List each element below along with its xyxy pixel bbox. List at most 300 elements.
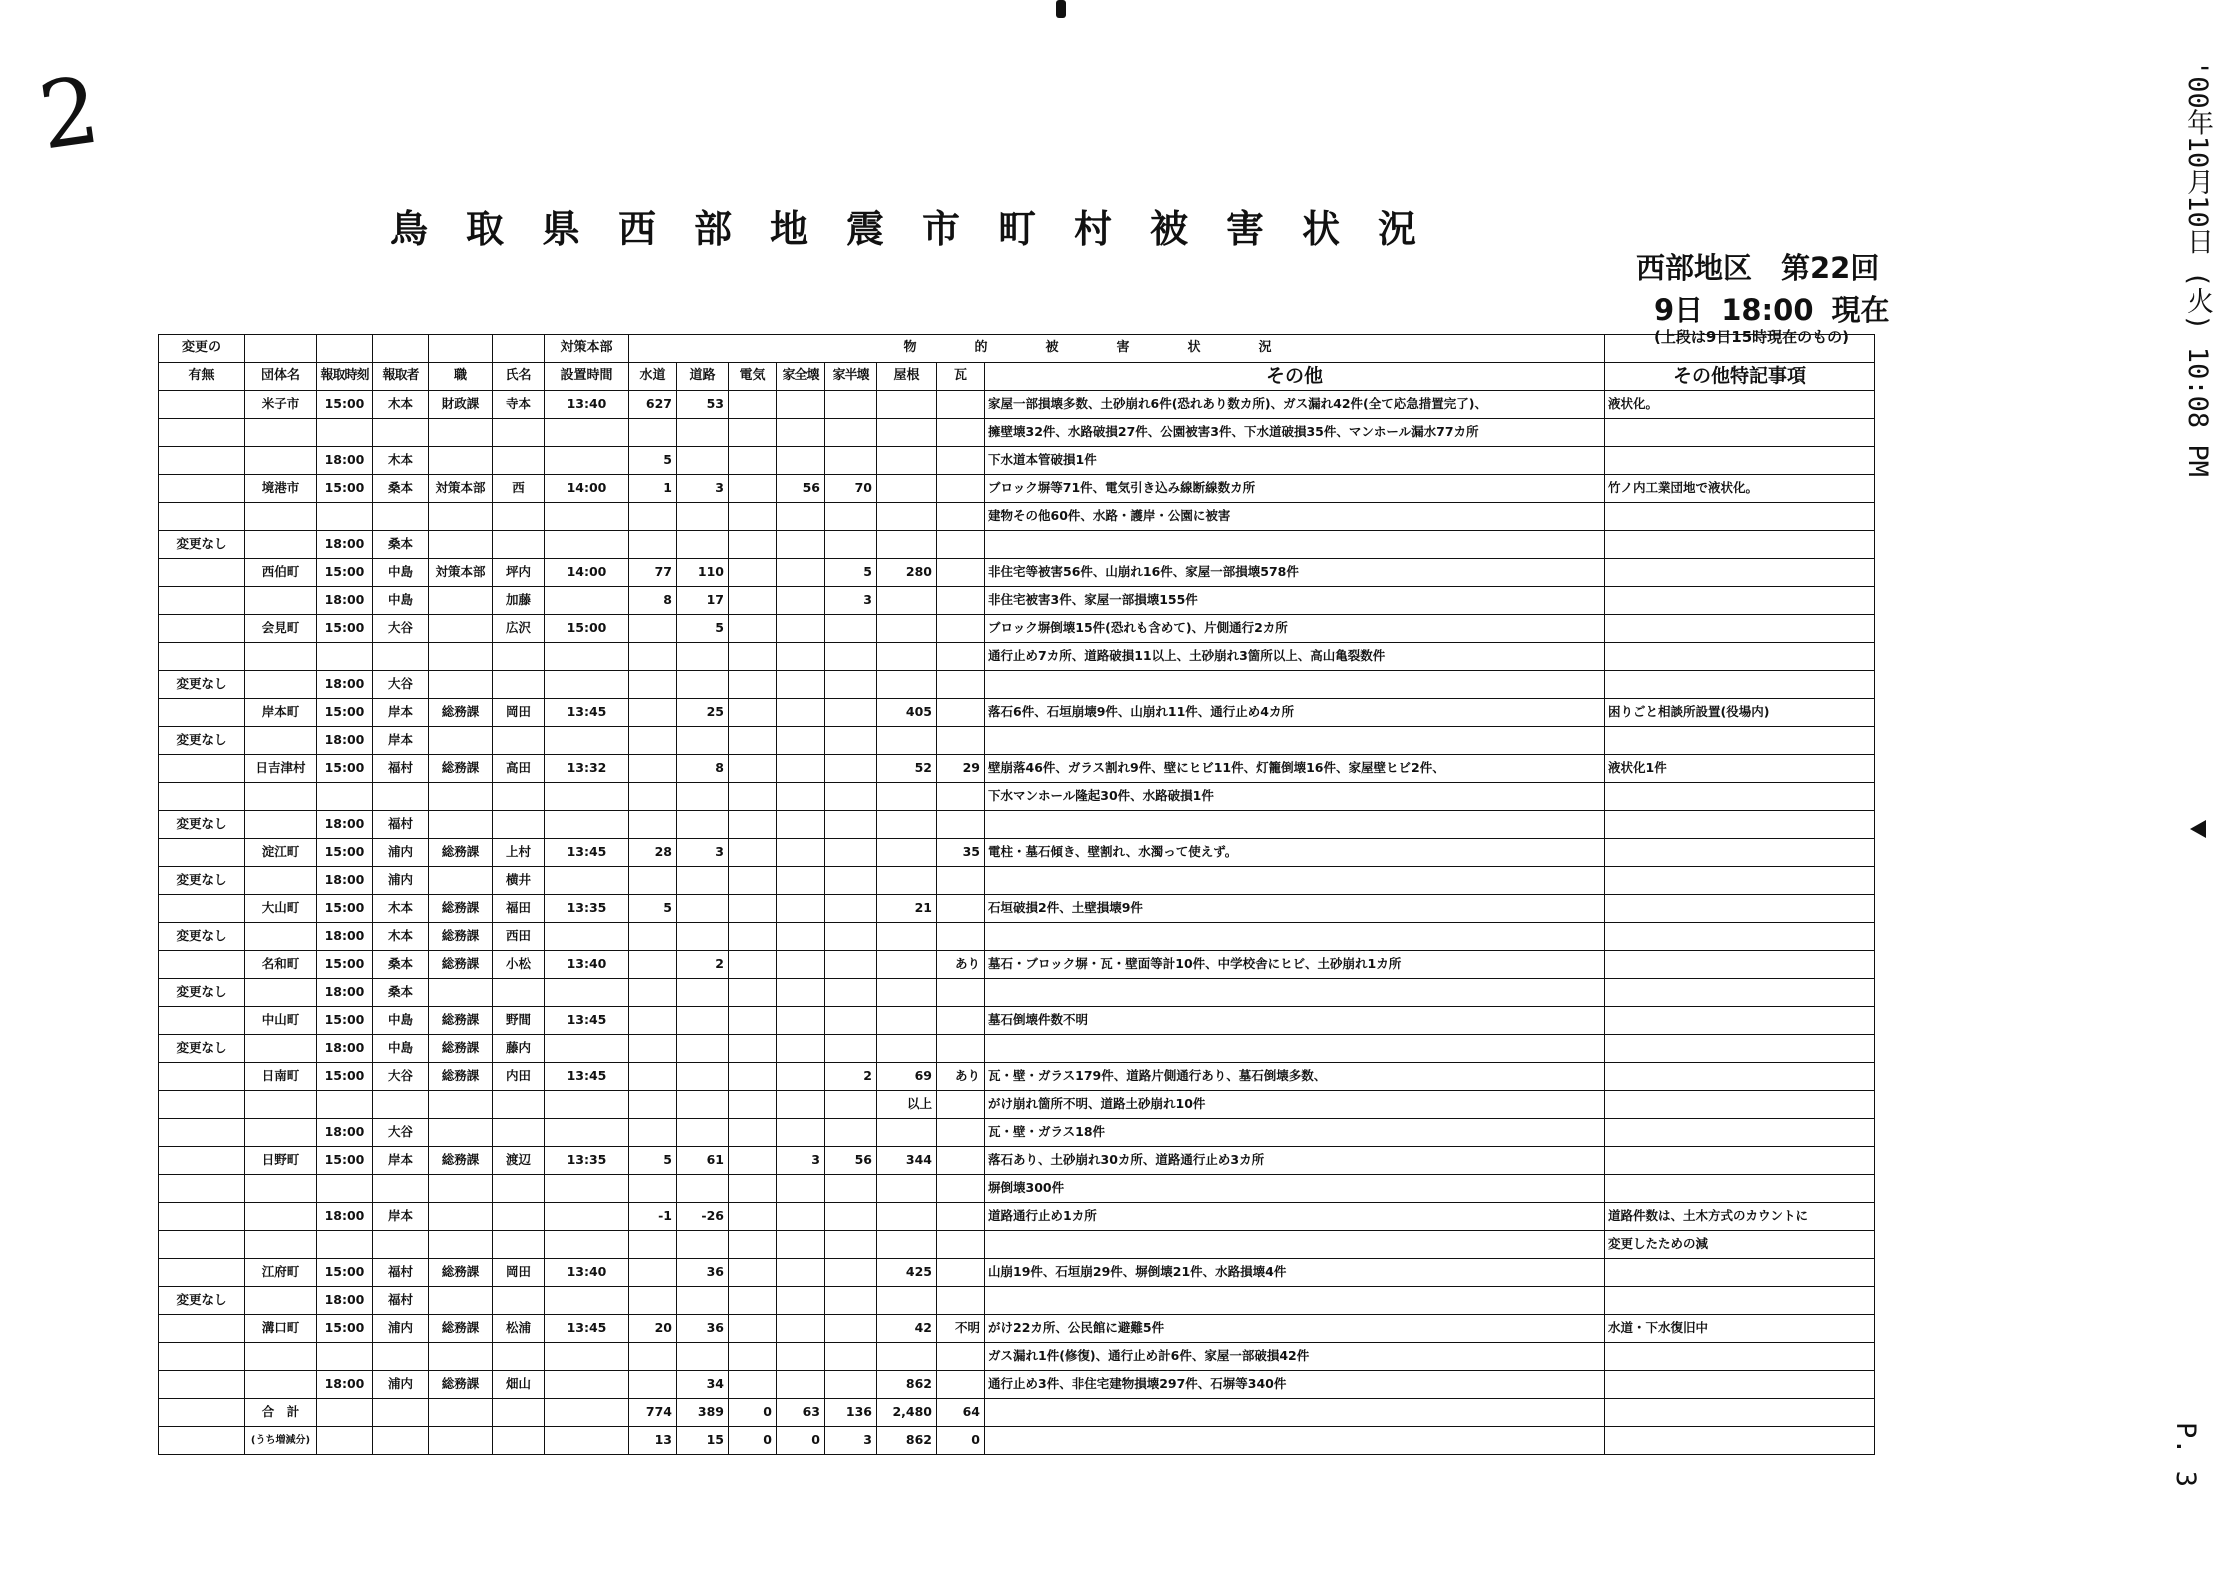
taker-cell bbox=[373, 1343, 429, 1371]
name-cell: 高田 bbox=[493, 755, 545, 783]
hq-time-cell bbox=[545, 419, 629, 447]
time-cell: 15:00 bbox=[317, 475, 373, 503]
change-cell: 変更なし bbox=[159, 811, 245, 839]
dept-cell: 総務課 bbox=[429, 1259, 493, 1287]
total-water: 774 bbox=[629, 1399, 677, 1427]
half-collapse-cell bbox=[825, 979, 877, 1007]
hq-time-cell bbox=[545, 1287, 629, 1315]
special-notes-cell bbox=[1605, 979, 1875, 1007]
org-cell bbox=[245, 1035, 317, 1063]
taker-cell: 木本 bbox=[373, 447, 429, 475]
roof-cell: 42 bbox=[877, 1315, 937, 1343]
special-notes-cell bbox=[1605, 1287, 1875, 1315]
roof-cell bbox=[877, 867, 937, 895]
electric-cell bbox=[729, 1175, 777, 1203]
name-cell bbox=[493, 811, 545, 839]
other-damage-cell: ブロック塀等71件、電気引き込み線断線数カ所 bbox=[985, 475, 1605, 503]
hq-time-cell: 13:45 bbox=[545, 1007, 629, 1035]
taker-cell: 中島 bbox=[373, 559, 429, 587]
road-cell bbox=[677, 1343, 729, 1371]
electric-cell bbox=[729, 1371, 777, 1399]
road-cell: 25 bbox=[677, 699, 729, 727]
electric-cell bbox=[729, 1315, 777, 1343]
special-notes-cell bbox=[1605, 839, 1875, 867]
time-cell: 15:00 bbox=[317, 1315, 373, 1343]
table-row bbox=[159, 895, 1875, 923]
org-cell bbox=[245, 1371, 317, 1399]
org-cell bbox=[245, 1119, 317, 1147]
dept-cell bbox=[429, 1203, 493, 1231]
name-cell: 内田 bbox=[493, 1063, 545, 1091]
table-row bbox=[159, 867, 1875, 895]
water-cell bbox=[629, 1231, 677, 1259]
other-damage-cell: 瓦・壁・ガラス18件 bbox=[985, 1119, 1605, 1147]
road-cell bbox=[677, 895, 729, 923]
name-cell: 横井 bbox=[493, 867, 545, 895]
taker-cell: 福村 bbox=[373, 755, 429, 783]
full-collapse-cell: 3 bbox=[777, 1147, 825, 1175]
hq-time-cell: 13:32 bbox=[545, 755, 629, 783]
water-cell: 5 bbox=[629, 1147, 677, 1175]
change-cell bbox=[159, 559, 245, 587]
half-collapse-cell bbox=[825, 699, 877, 727]
org-cell: 日野町 bbox=[245, 1147, 317, 1175]
water-cell bbox=[629, 1035, 677, 1063]
half-collapse-cell bbox=[825, 839, 877, 867]
hq-time-cell: 13:40 bbox=[545, 391, 629, 419]
electric-cell bbox=[729, 1119, 777, 1147]
roof-cell bbox=[877, 1007, 937, 1035]
road-cell: 5 bbox=[677, 615, 729, 643]
other-damage-cell: 道路通行止め1カ所 bbox=[985, 1203, 1605, 1231]
hq-time-cell bbox=[545, 531, 629, 559]
full-collapse-cell bbox=[777, 671, 825, 699]
half-collapse-cell bbox=[825, 419, 877, 447]
half-collapse-cell bbox=[825, 1371, 877, 1399]
roof-cell bbox=[877, 1175, 937, 1203]
half-collapse-cell bbox=[825, 867, 877, 895]
half-collapse-cell: 70 bbox=[825, 475, 877, 503]
roof-cell bbox=[877, 951, 937, 979]
table-row bbox=[159, 615, 1875, 643]
full-collapse-cell bbox=[777, 1343, 825, 1371]
name-cell: 坪内 bbox=[493, 559, 545, 587]
half-collapse-cell bbox=[825, 1343, 877, 1371]
hq-time-cell: 13:45 bbox=[545, 699, 629, 727]
table-row bbox=[159, 1091, 1875, 1119]
org-cell: 日南町 bbox=[245, 1063, 317, 1091]
half-collapse-cell bbox=[825, 755, 877, 783]
half-collapse-cell bbox=[825, 391, 877, 419]
name-cell bbox=[493, 1231, 545, 1259]
dept-cell bbox=[429, 447, 493, 475]
change-cell bbox=[159, 1371, 245, 1399]
name-cell bbox=[493, 783, 545, 811]
table-row bbox=[159, 1315, 1875, 1343]
full-collapse-cell bbox=[777, 699, 825, 727]
dept-cell bbox=[429, 783, 493, 811]
name-cell bbox=[493, 1203, 545, 1231]
table-row bbox=[159, 1147, 1875, 1175]
change-cell bbox=[159, 755, 245, 783]
water-cell: 8 bbox=[629, 587, 677, 615]
full-collapse-cell bbox=[777, 895, 825, 923]
name-cell: 野間 bbox=[493, 1007, 545, 1035]
other-damage-cell: 落石6件、石垣崩壊9件、山崩れ11件、通行止め4カ所 bbox=[985, 699, 1605, 727]
tile-cell: 35 bbox=[937, 839, 985, 867]
time-cell: 15:00 bbox=[317, 699, 373, 727]
name-cell bbox=[493, 1119, 545, 1147]
taker-cell: 大谷 bbox=[373, 671, 429, 699]
dept-cell: 総務課 bbox=[429, 839, 493, 867]
tile-cell: あり bbox=[937, 951, 985, 979]
electric-cell bbox=[729, 1063, 777, 1091]
electric-cell bbox=[729, 1147, 777, 1175]
name-cell bbox=[493, 447, 545, 475]
full-collapse-cell bbox=[777, 419, 825, 447]
tile-cell bbox=[937, 1259, 985, 1287]
electric-cell bbox=[729, 811, 777, 839]
name-cell bbox=[493, 671, 545, 699]
hq-time-cell bbox=[545, 783, 629, 811]
table-row bbox=[159, 503, 1875, 531]
name-cell: 小松 bbox=[493, 951, 545, 979]
electric-cell bbox=[729, 643, 777, 671]
change-cell bbox=[159, 1231, 245, 1259]
name-cell: 寺本 bbox=[493, 391, 545, 419]
hq-time-cell bbox=[545, 727, 629, 755]
time-cell: 18:00 bbox=[317, 979, 373, 1007]
header-time: 報取時刻 bbox=[317, 363, 373, 391]
special-notes-cell bbox=[1605, 587, 1875, 615]
dept-cell bbox=[429, 503, 493, 531]
as-of-datetime bbox=[1654, 288, 1908, 329]
table-row bbox=[159, 1371, 1875, 1399]
org-cell bbox=[245, 727, 317, 755]
total-roof: 2,480 bbox=[877, 1399, 937, 1427]
road-cell bbox=[677, 503, 729, 531]
taker-cell: 桑本 bbox=[373, 951, 429, 979]
hq-time-cell: 13:45 bbox=[545, 1315, 629, 1343]
half-collapse-cell bbox=[825, 1119, 877, 1147]
table-row bbox=[159, 923, 1875, 951]
change-cell bbox=[159, 783, 245, 811]
roof-cell bbox=[877, 1343, 937, 1371]
taker-cell: 大谷 bbox=[373, 1119, 429, 1147]
change-cell bbox=[159, 1259, 245, 1287]
change-cell: 変更なし bbox=[159, 923, 245, 951]
org-cell bbox=[245, 1287, 317, 1315]
table-row bbox=[159, 587, 1875, 615]
tile-cell bbox=[937, 531, 985, 559]
water-cell bbox=[629, 643, 677, 671]
hq-time-cell bbox=[545, 811, 629, 839]
dept-cell: 総務課 bbox=[429, 895, 493, 923]
taker-cell: 中島 bbox=[373, 587, 429, 615]
roof-cell bbox=[877, 419, 937, 447]
name-cell: 加藤 bbox=[493, 587, 545, 615]
other-damage-cell: 通行止め3件、非住宅建物損壊297件、石塀等340件 bbox=[985, 1371, 1605, 1399]
full-collapse-cell bbox=[777, 755, 825, 783]
dept-cell: 対策本部 bbox=[429, 475, 493, 503]
half-collapse-cell bbox=[825, 1315, 877, 1343]
table-row bbox=[159, 755, 1875, 783]
delta-half: 3 bbox=[825, 1427, 877, 1455]
dept-cell: 総務課 bbox=[429, 1035, 493, 1063]
total-full: 63 bbox=[777, 1399, 825, 1427]
water-cell bbox=[629, 699, 677, 727]
taker-cell bbox=[373, 503, 429, 531]
electric-cell bbox=[729, 475, 777, 503]
electric-cell bbox=[729, 615, 777, 643]
org-cell: 日吉津村 bbox=[245, 755, 317, 783]
electric-cell bbox=[729, 419, 777, 447]
name-cell: 岡田 bbox=[493, 1259, 545, 1287]
dept-cell bbox=[429, 671, 493, 699]
dept-cell: 総務課 bbox=[429, 923, 493, 951]
change-cell: 変更なし bbox=[159, 727, 245, 755]
road-cell: 3 bbox=[677, 839, 729, 867]
org-cell: 米子市 bbox=[245, 391, 317, 419]
full-collapse-cell bbox=[777, 839, 825, 867]
half-collapse-cell bbox=[825, 671, 877, 699]
road-cell: -26 bbox=[677, 1203, 729, 1231]
water-cell: 5 bbox=[629, 895, 677, 923]
other-damage-cell bbox=[985, 923, 1605, 951]
header-change-a: 変更の bbox=[159, 335, 245, 363]
full-collapse-cell bbox=[777, 727, 825, 755]
road-cell bbox=[677, 979, 729, 1007]
header-full: 家全壊 bbox=[777, 363, 825, 391]
special-notes-cell bbox=[1605, 1175, 1875, 1203]
roof-cell bbox=[877, 447, 937, 475]
tile-cell bbox=[937, 1007, 985, 1035]
electric-cell bbox=[729, 447, 777, 475]
half-collapse-cell: 56 bbox=[825, 1147, 877, 1175]
time-cell: 15:00 bbox=[317, 755, 373, 783]
org-cell: 淀江町 bbox=[245, 839, 317, 867]
roof-cell bbox=[877, 671, 937, 699]
change-cell bbox=[159, 1147, 245, 1175]
roof-cell bbox=[877, 391, 937, 419]
hq-time-cell bbox=[545, 1203, 629, 1231]
table-row bbox=[159, 811, 1875, 839]
taker-cell: 浦内 bbox=[373, 839, 429, 867]
other-damage-cell bbox=[985, 811, 1605, 839]
org-cell: 西伯町 bbox=[245, 559, 317, 587]
table-row bbox=[159, 419, 1875, 447]
change-cell bbox=[159, 1203, 245, 1231]
change-cell bbox=[159, 391, 245, 419]
water-cell bbox=[629, 923, 677, 951]
change-cell bbox=[159, 1007, 245, 1035]
dept-cell: 対策本部 bbox=[429, 559, 493, 587]
other-damage-cell: 建物その他60件、水路・護岸・公園に被害 bbox=[985, 503, 1605, 531]
water-cell bbox=[629, 503, 677, 531]
table-row bbox=[159, 1259, 1875, 1287]
table-row bbox=[159, 1203, 1875, 1231]
tile-cell bbox=[937, 979, 985, 1007]
tile-cell: あり bbox=[937, 1063, 985, 1091]
other-damage-cell bbox=[985, 671, 1605, 699]
road-cell: 17 bbox=[677, 587, 729, 615]
tile-cell bbox=[937, 419, 985, 447]
name-cell bbox=[493, 979, 545, 1007]
water-cell bbox=[629, 1119, 677, 1147]
org-cell bbox=[245, 979, 317, 1007]
full-collapse-cell bbox=[777, 1259, 825, 1287]
tile-cell bbox=[937, 1175, 985, 1203]
taker-cell: 木本 bbox=[373, 923, 429, 951]
hq-time-cell: 14:00 bbox=[545, 559, 629, 587]
other-damage-cell: 塀倒壊300件 bbox=[985, 1175, 1605, 1203]
org-cell bbox=[245, 1343, 317, 1371]
org-cell bbox=[245, 503, 317, 531]
hq-time-cell bbox=[545, 643, 629, 671]
roof-cell bbox=[877, 839, 937, 867]
special-notes-cell bbox=[1605, 811, 1875, 839]
table-row bbox=[159, 727, 1875, 755]
name-cell: 松浦 bbox=[493, 1315, 545, 1343]
name-cell bbox=[493, 503, 545, 531]
dept-cell: 総務課 bbox=[429, 1007, 493, 1035]
electric-cell bbox=[729, 839, 777, 867]
roof-cell bbox=[877, 783, 937, 811]
header-electric: 電気 bbox=[729, 363, 777, 391]
electric-cell bbox=[729, 951, 777, 979]
change-cell bbox=[159, 447, 245, 475]
electric-cell bbox=[729, 1091, 777, 1119]
roof-cell: 21 bbox=[877, 895, 937, 923]
tile-cell bbox=[937, 1231, 985, 1259]
dept-cell: 財政課 bbox=[429, 391, 493, 419]
tile-cell bbox=[937, 503, 985, 531]
table-row bbox=[159, 1231, 1875, 1259]
electric-cell bbox=[729, 895, 777, 923]
change-cell bbox=[159, 643, 245, 671]
time-cell bbox=[317, 1343, 373, 1371]
upper-row-note: (上段は9日15時現在のもの) bbox=[1654, 328, 1850, 346]
half-collapse-cell bbox=[825, 1175, 877, 1203]
water-cell bbox=[629, 783, 677, 811]
water-cell bbox=[629, 1091, 677, 1119]
taker-cell: 福村 bbox=[373, 811, 429, 839]
table-row bbox=[159, 783, 1875, 811]
name-cell bbox=[493, 531, 545, 559]
hq-time-cell: 13:45 bbox=[545, 839, 629, 867]
hq-time-cell: 13:45 bbox=[545, 1063, 629, 1091]
time-cell bbox=[317, 783, 373, 811]
electric-cell bbox=[729, 531, 777, 559]
special-notes-cell bbox=[1605, 1259, 1875, 1287]
roof-cell: 52 bbox=[877, 755, 937, 783]
dept-cell: 総務課 bbox=[429, 1063, 493, 1091]
taker-cell: 桑本 bbox=[373, 979, 429, 1007]
dept-cell: 総務課 bbox=[429, 1315, 493, 1343]
time-cell bbox=[317, 503, 373, 531]
org-cell bbox=[245, 587, 317, 615]
time-cell bbox=[317, 1231, 373, 1259]
fax-timestamp: '00年10月10日 (火) 10:08 PM bbox=[2182, 60, 2213, 477]
table-row bbox=[159, 475, 1875, 503]
other-damage-cell: 擁壁壊32件、水路破損27件、公園被害3件、下水道破損35件、マンホール漏水77カ所 bbox=[985, 419, 1605, 447]
roof-cell: 以上 bbox=[877, 1091, 937, 1119]
hq-time-cell: 13:40 bbox=[545, 951, 629, 979]
dept-cell bbox=[429, 1119, 493, 1147]
roof-cell bbox=[877, 1231, 937, 1259]
special-notes-cell bbox=[1605, 559, 1875, 587]
change-cell bbox=[159, 1091, 245, 1119]
water-cell bbox=[629, 755, 677, 783]
water-cell: -1 bbox=[629, 1203, 677, 1231]
change-cell: 変更なし bbox=[159, 867, 245, 895]
change-cell: 変更なし bbox=[159, 1287, 245, 1315]
half-collapse-cell: 5 bbox=[825, 559, 877, 587]
road-cell: 2 bbox=[677, 951, 729, 979]
hq-time-cell bbox=[545, 1371, 629, 1399]
special-notes-cell bbox=[1605, 671, 1875, 699]
org-cell bbox=[245, 531, 317, 559]
dept-cell bbox=[429, 587, 493, 615]
electric-cell bbox=[729, 1035, 777, 1063]
change-cell bbox=[159, 587, 245, 615]
other-damage-cell bbox=[985, 727, 1605, 755]
road-cell: 61 bbox=[677, 1147, 729, 1175]
taker-cell: 中島 bbox=[373, 1035, 429, 1063]
half-collapse-cell bbox=[825, 923, 877, 951]
org-cell bbox=[245, 811, 317, 839]
full-collapse-cell bbox=[777, 615, 825, 643]
dept-cell bbox=[429, 531, 493, 559]
change-cell bbox=[159, 895, 245, 923]
table-row bbox=[159, 1343, 1875, 1371]
special-notes-cell bbox=[1605, 1371, 1875, 1399]
change-cell bbox=[159, 1063, 245, 1091]
time-cell: 18:00 bbox=[317, 1287, 373, 1315]
taker-cell bbox=[373, 643, 429, 671]
org-cell: 溝口町 bbox=[245, 1315, 317, 1343]
table-row bbox=[159, 1175, 1875, 1203]
electric-cell bbox=[729, 783, 777, 811]
table-row bbox=[159, 1007, 1875, 1035]
special-notes-cell bbox=[1605, 1063, 1875, 1091]
roof-cell: 344 bbox=[877, 1147, 937, 1175]
road-cell bbox=[677, 1287, 729, 1315]
taker-cell: 木本 bbox=[373, 391, 429, 419]
road-cell bbox=[677, 531, 729, 559]
name-cell bbox=[493, 419, 545, 447]
time-cell: 15:00 bbox=[317, 1007, 373, 1035]
taker-cell: 大谷 bbox=[373, 615, 429, 643]
total-half: 136 bbox=[825, 1399, 877, 1427]
electric-cell bbox=[729, 1259, 777, 1287]
other-damage-cell bbox=[985, 1287, 1605, 1315]
road-cell: 34 bbox=[677, 1371, 729, 1399]
time-cell bbox=[317, 1175, 373, 1203]
tile-cell bbox=[937, 475, 985, 503]
water-cell bbox=[629, 867, 677, 895]
half-collapse-cell bbox=[825, 727, 877, 755]
roof-cell bbox=[877, 1287, 937, 1315]
special-notes-cell bbox=[1605, 951, 1875, 979]
tile-cell: 不明 bbox=[937, 1315, 985, 1343]
dept-cell bbox=[429, 615, 493, 643]
tile-cell bbox=[937, 783, 985, 811]
other-damage-cell: 墓石・ブロック塀・瓦・壁面等計10件、中学校舎にヒビ、土砂崩れ1カ所 bbox=[985, 951, 1605, 979]
org-cell: 会見町 bbox=[245, 615, 317, 643]
table-row bbox=[159, 1287, 1875, 1315]
name-cell: 藤内 bbox=[493, 1035, 545, 1063]
